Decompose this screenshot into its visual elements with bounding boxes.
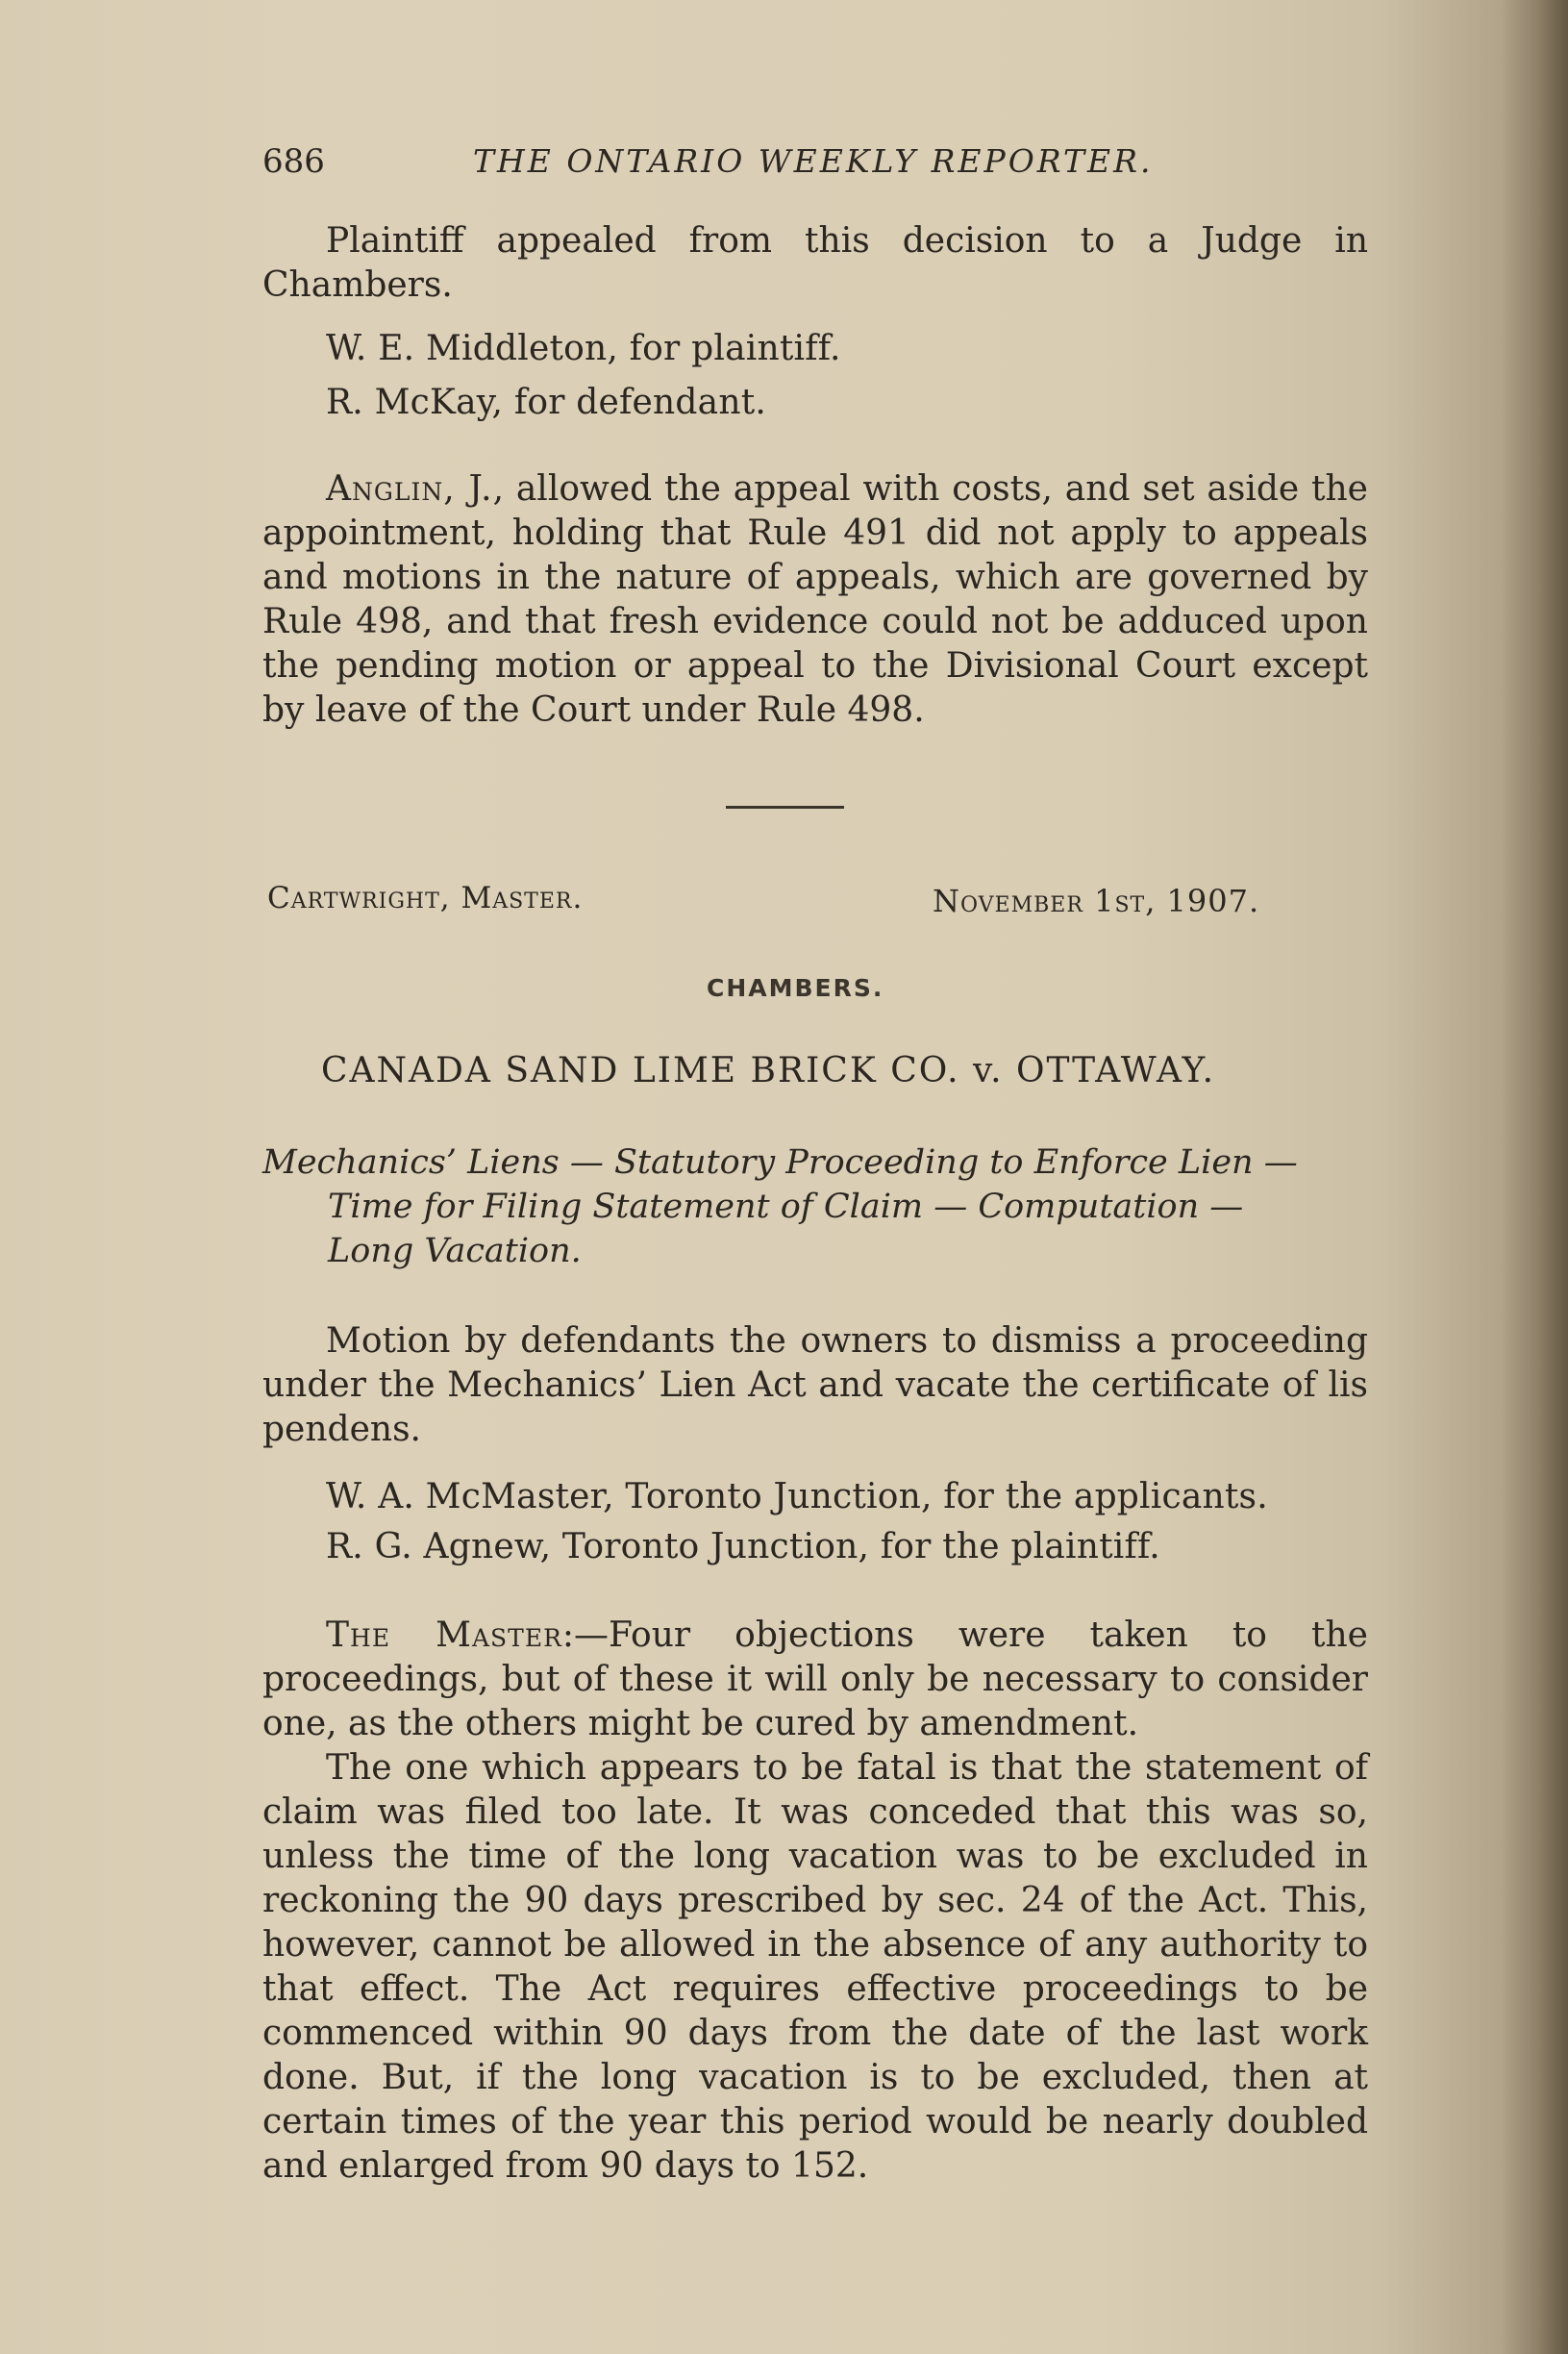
case-date: November 1st, 1907. xyxy=(933,883,1260,919)
page-number: 686 xyxy=(262,142,325,181)
body-paragraph: The one which appears to be fatal is that the statement of claim was filed too late. It was conceded that this was so, unless the time of the long vacation was to be excluded in reckoning the 90 days prescribed by sec. 24 of the Act. This, however, cannot be allowed in the absence of any authority to that effect. The Act requires effective proceedings to be commenced within 90 days from the date of the last work done. But, if the long vacation is to be excluded, then at certain times of the year this period would be nearly doubled and enlarged from 90 days to 152. xyxy=(262,1748,1368,2186)
counsel-applicants: W. A. McMaster, Toronto Junction, for the applicants. xyxy=(326,1477,1268,1516)
section-divider xyxy=(726,806,844,809)
master-text: :—Four objections were taken to the proceedings, but of these it will only be necessary to consider one, as the others might be cured by amendment. xyxy=(262,1615,1368,1743)
court-heading: CHAMBERS. xyxy=(707,974,884,1002)
master-paragraph xyxy=(262,1614,1368,2189)
appeal-text: Plaintiff appealed from this decision to a Judge in Chambers. xyxy=(262,221,1368,305)
counsel-plaintiff: W. E. Middleton, for plaintiff. xyxy=(326,329,841,368)
appeal-paragraph xyxy=(262,219,1368,308)
case-title: CANADA SAND LIME BRICK CO. v. OTTAWAY. xyxy=(321,1051,1216,1090)
motion-paragraph xyxy=(262,1319,1368,1452)
judgment-text: , allowed the appeal with costs, and set aside the appointment, holding that Rule 491 did not apply to appeals and motions in the nature of appeals, which are governed by Rule 498, and that fresh evidence could not be adduced upon the pending motion or appeal to the Divisional Court except by leave of the Court under Rule 498. xyxy=(262,469,1368,730)
judgment-body xyxy=(262,467,1368,733)
master-label: The Master xyxy=(326,1615,562,1655)
headnote-line: Time for Filing Statement of Claim — Computation — xyxy=(328,1188,1244,1226)
counsel-plaintiff-case: R. G. Agnew, Toronto Junction, for the plaintiff. xyxy=(326,1527,1160,1566)
case-officer: Cartwright, Master. xyxy=(267,881,584,915)
running-title: THE ONTARIO WEEKLY REPORTER. xyxy=(473,142,1154,180)
counsel-defendant: R. McKay, for defendant. xyxy=(326,383,767,422)
judge-name: Anglin, J. xyxy=(326,469,493,509)
headnote-line: Long Vacation. xyxy=(328,1232,582,1270)
headnote-line: Mechanics’ Liens — Statutory Proceeding to Enforce Lien — xyxy=(262,1143,1298,1182)
master-body xyxy=(262,1614,1368,1746)
judgment-paragraph xyxy=(262,467,1368,733)
headnote xyxy=(262,1140,1368,1273)
motion-text: Motion by defendants the owners to dismiss a proceeding under the Mechanics’ Lien Act and vacate the certificate of lis pendens. xyxy=(262,1321,1368,1449)
